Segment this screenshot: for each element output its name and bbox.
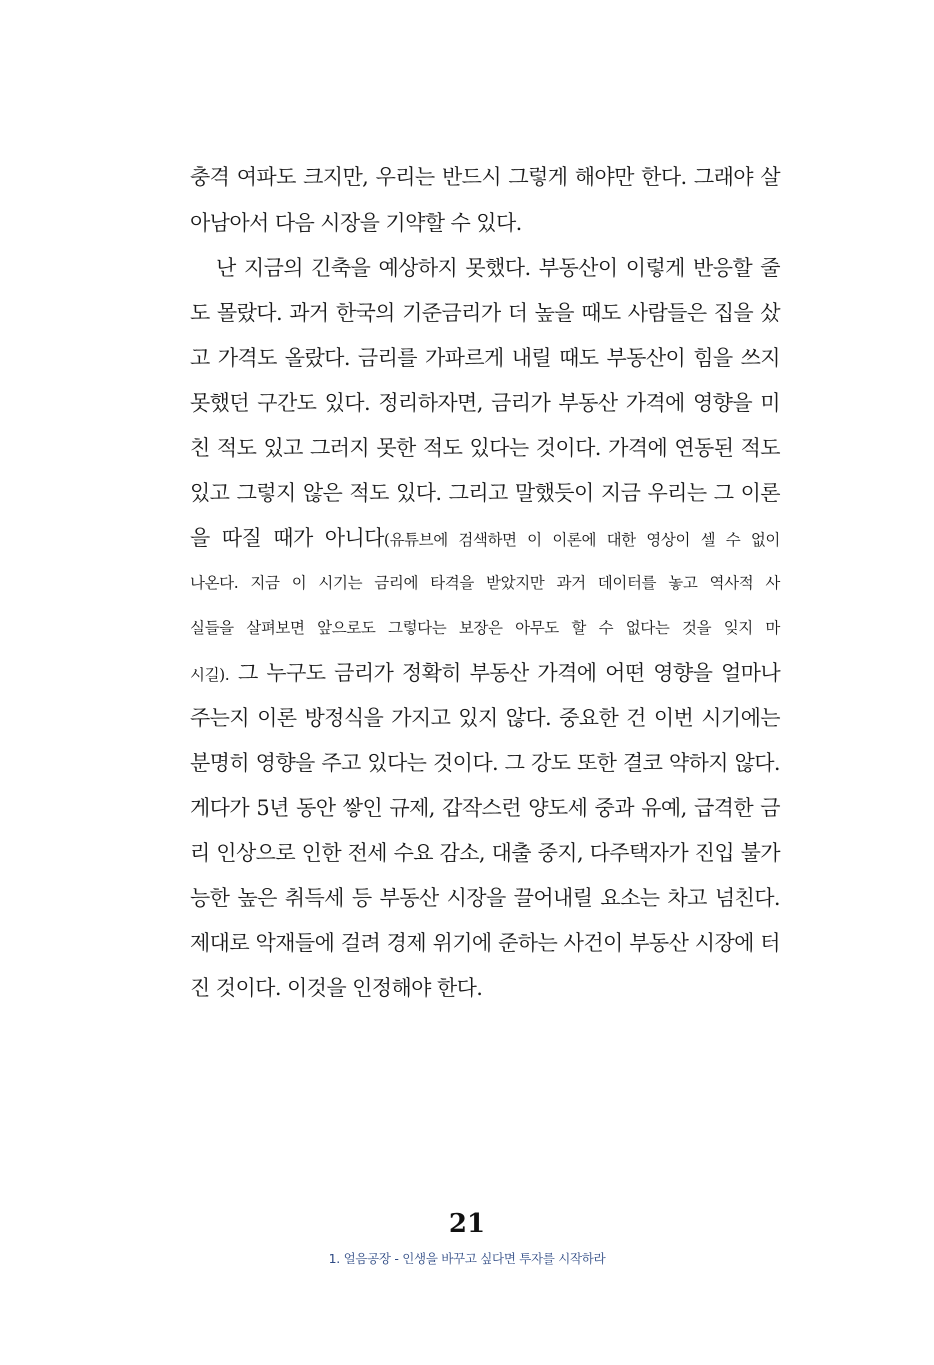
parenthetical-note: (유튜브에 검색하면 이 이론에 대한 영상이 셀 수 없이 <box>383 531 780 549</box>
body-line: 게다가 5년 동안 쌓인 규제, 갑작스런 양도세 중과 유예, 급격한 금 <box>190 796 780 820</box>
body-text: 그 누구도 금리가 정확히 부동산 가격에 어떤 영향을 얼마나 <box>229 661 780 685</box>
body-line: 리 인상으로 인한 전세 수요 감소, 대출 중지, 다주택자가 진입 불가 <box>190 841 780 865</box>
body-text: 을 따질 때가 아니다 <box>190 526 384 550</box>
body-line: 못했던 구간도 있다. 정리하자면, 금리가 부동산 가격에 영향을 미 <box>190 391 780 415</box>
body-line: 주는지 이론 방정식을 가지고 있지 않다. 중요한 건 이번 시기에는 <box>190 706 780 730</box>
body-line: 제대로 악재들에 걸려 경제 위기에 준하는 사건이 부동산 시장에 터 <box>190 931 780 955</box>
body-line: 진 것이다. 이것을 인정해야 한다. <box>190 976 483 1000</box>
chapter-title-footer: 1. 얼음공장 - 인생을 바꾸고 싶다면 투자를 시작하라 <box>328 1251 606 1266</box>
parenthetical-note: 시길). <box>190 666 230 684</box>
parenthetical-line: 실들을 살펴보면 앞으로도 그렇다는 보장은 아무도 할 수 없다는 것을 잊지 마 <box>190 619 780 637</box>
parenthetical-line: 나온다. 지금 이 시기는 금리에 타격을 받았지만 과거 데이터를 놓고 역사적 사 <box>190 574 780 592</box>
page-number: 21 <box>448 1209 486 1239</box>
body-line-mixed <box>190 523 780 553</box>
body-line: 있고 그렇지 않은 적도 있다. 그리고 말했듯이 지금 우리는 그 이론 <box>190 481 780 505</box>
body-line: 친 적도 있고 그러지 못한 적도 있다는 것이다. 가격에 연동된 적도 <box>190 436 780 460</box>
body-line-mixed <box>190 658 780 688</box>
body-line: 난 지금의 긴축을 예상하지 못했다. 부동산이 이렇게 반응할 줄 <box>216 256 780 280</box>
body-line: 능한 높은 취득세 등 부동산 시장을 끌어내릴 요소는 차고 넘친다. <box>190 886 780 910</box>
body-line: 분명히 영향을 주고 있다는 것이다. 그 강도 또한 결코 약하지 않다. <box>190 751 780 775</box>
body-line: 고 가격도 올랐다. 금리를 가파르게 내릴 때도 부동산이 힘을 쓰지 <box>190 346 780 370</box>
body-line: 충격 여파도 크지만, 우리는 반드시 그렇게 해야만 한다. 그래야 살 <box>190 165 780 189</box>
body-line: 도 몰랐다. 과거 한국의 기준금리가 더 높을 때도 사람들은 집을 샀 <box>190 301 780 325</box>
body-line: 아남아서 다음 시장을 기약할 수 있다. <box>190 211 522 235</box>
